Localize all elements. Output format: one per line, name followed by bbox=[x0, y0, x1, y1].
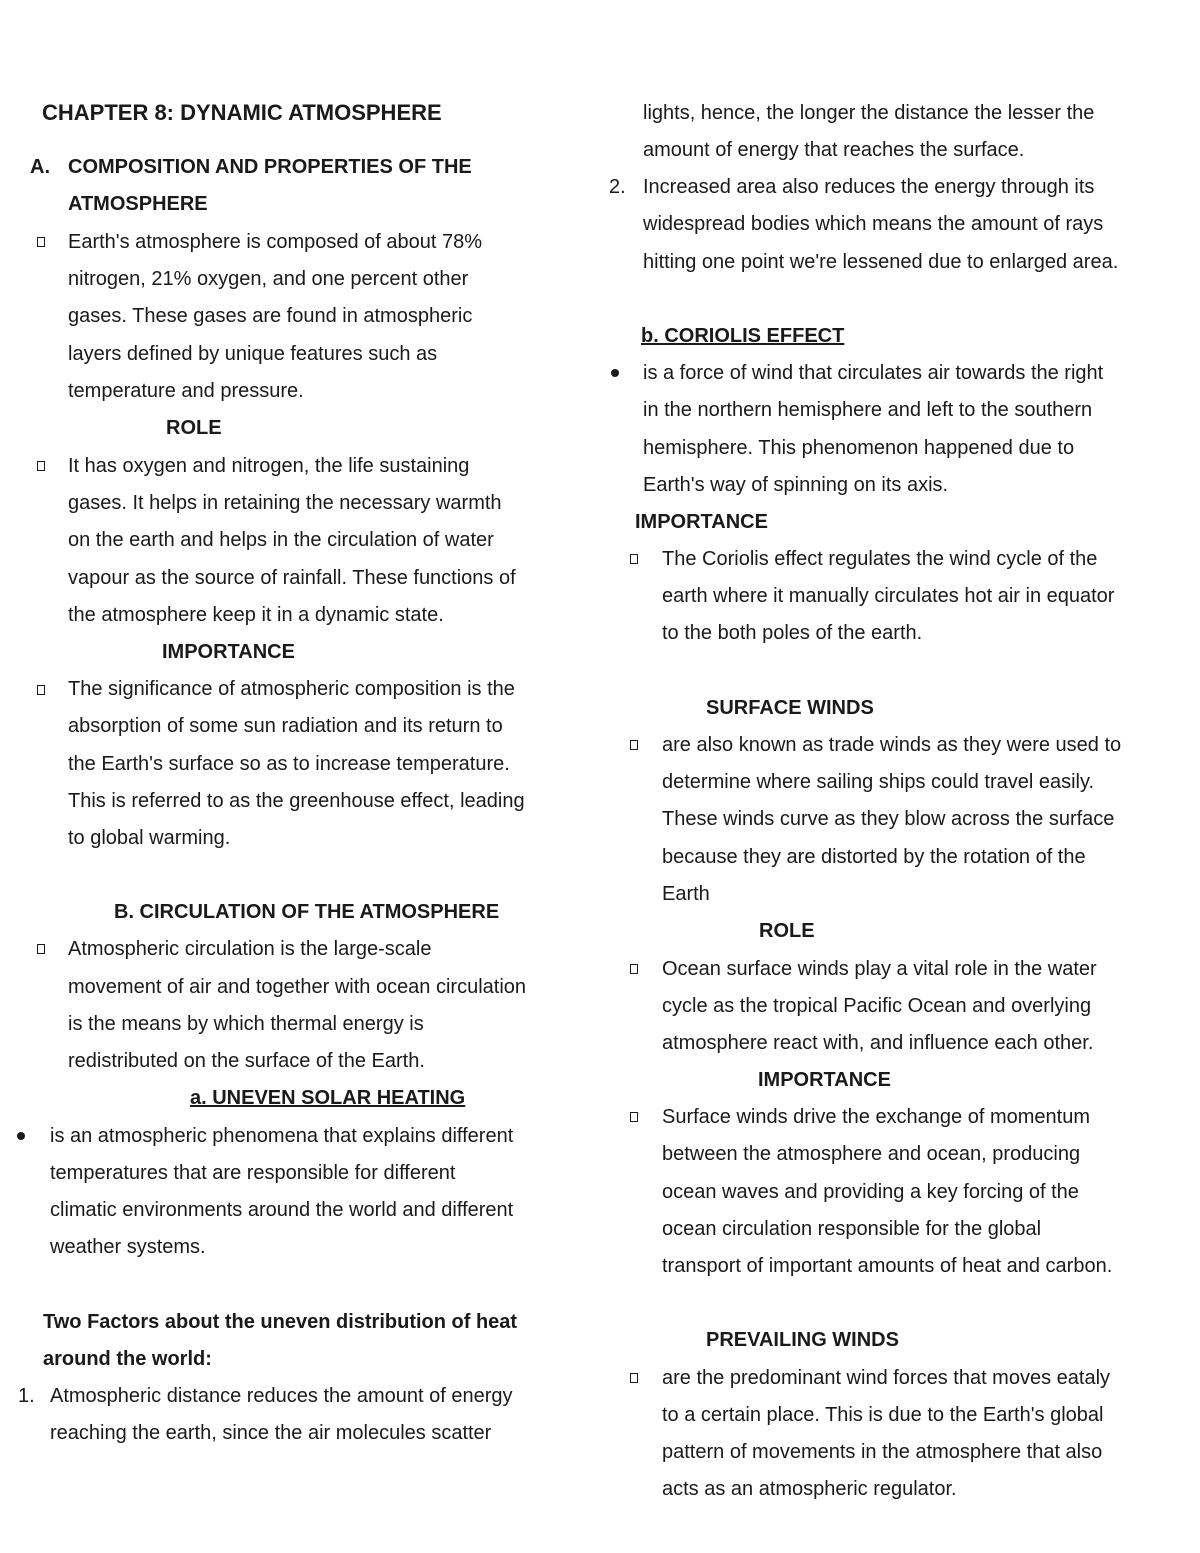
circulation-line: movement of air and together with ocean circulation bbox=[68, 976, 527, 998]
factor-number: 2. bbox=[609, 176, 626, 198]
chapter-title: CHAPTER 8: DYNAMIC ATMOSPHERE bbox=[42, 100, 442, 125]
checkbox-bullet-icon bbox=[37, 237, 45, 247]
section-a-heading-line1: COMPOSITION AND PROPERTIES OF THE bbox=[68, 156, 472, 178]
surface-line: because they are distorted by the rotation of the bbox=[662, 846, 1086, 868]
uneven-line: climatic environments around the world and different bbox=[50, 1199, 514, 1221]
factor1-line: Atmospheric distance reduces the amount of energy bbox=[50, 1385, 513, 1407]
coriolis-importance-line: earth where it manually circulates hot air in equator bbox=[662, 585, 1115, 607]
checkbox-bullet-icon bbox=[630, 1373, 638, 1383]
surface-role-line: atmosphere react with, and influence each other. bbox=[662, 1032, 1094, 1054]
checkbox-bullet-icon bbox=[630, 554, 638, 564]
role-line: vapour as the source of rainfall. These functions of bbox=[68, 567, 516, 589]
surface-importance-line: Surface winds drive the exchange of momentum bbox=[662, 1106, 1090, 1128]
composition-line: gases. These gases are found in atmospheric bbox=[68, 305, 473, 327]
role-line: gases. It helps in retaining the necessary warmth bbox=[68, 492, 502, 514]
prevailing-winds-heading: PREVAILING WINDS bbox=[706, 1329, 899, 1351]
surface-role-heading: ROLE bbox=[759, 920, 815, 942]
checkbox-bullet-icon bbox=[630, 964, 638, 974]
checkbox-bullet-icon bbox=[630, 1112, 638, 1122]
coriolis-line: is a force of wind that circulates air towards the right bbox=[643, 362, 1104, 384]
surface-line: These winds curve as they blow across the surface bbox=[662, 808, 1115, 830]
factor-number: 1. bbox=[18, 1385, 35, 1407]
coriolis-importance-line: to the both poles of the earth. bbox=[662, 622, 923, 644]
surface-importance-line: ocean waves and providing a key forcing of the bbox=[662, 1181, 1079, 1203]
surface-line: are also known as trade winds as they were used to bbox=[662, 734, 1122, 756]
composition-line: Earth's atmosphere is composed of about 78% bbox=[68, 231, 483, 253]
two-factors-heading: Two Factors about the uneven distribution of heat bbox=[43, 1311, 518, 1333]
uneven-line: weather systems. bbox=[50, 1236, 206, 1258]
coriolis-line: Earth's way of spinning on its axis. bbox=[643, 474, 949, 496]
role-line: It has oxygen and nitrogen, the life sustaining bbox=[68, 455, 470, 477]
factor1-line: amount of energy that reaches the surface. bbox=[643, 139, 1025, 161]
checkbox-bullet-icon bbox=[37, 461, 45, 471]
composition-line: temperature and pressure. bbox=[68, 380, 304, 402]
uneven-line: temperatures that are responsible for different bbox=[50, 1162, 456, 1184]
prevailing-line: to a certain place. This is due to the Earth's global bbox=[662, 1404, 1104, 1426]
surface-winds-heading: SURFACE WINDS bbox=[706, 697, 874, 719]
factor2-line: Increased area also reduces the energy through its bbox=[643, 176, 1095, 198]
circulation-line: Atmospheric circulation is the large-scale bbox=[68, 938, 432, 960]
coriolis-line: in the northern hemisphere and left to the southern bbox=[643, 399, 1093, 421]
checkbox-bullet-icon bbox=[37, 944, 45, 954]
importance-line: This is referred to as the greenhouse effect, leading bbox=[68, 790, 525, 812]
importance-line: to global warming. bbox=[68, 827, 231, 849]
coriolis-importance-heading: IMPORTANCE bbox=[635, 511, 768, 533]
circulation-line: redistributed on the surface of the Earth. bbox=[68, 1050, 425, 1072]
uneven-solar-heating-heading: a. UNEVEN SOLAR HEATING bbox=[190, 1087, 466, 1109]
uneven-line: is an atmospheric phenomena that explains different bbox=[50, 1125, 514, 1147]
coriolis-line: hemisphere. This phenomenon happened due to bbox=[643, 437, 1075, 459]
surface-importance-line: between the atmosphere and ocean, producing bbox=[662, 1143, 1081, 1165]
surface-role-line: Ocean surface winds play a vital role in the water bbox=[662, 958, 1097, 980]
coriolis-effect-heading: b. CORIOLIS EFFECT bbox=[641, 325, 845, 347]
importance-heading: IMPORTANCE bbox=[162, 641, 295, 663]
coriolis-importance-line: The Coriolis effect regulates the wind cycle of the bbox=[662, 548, 1098, 570]
importance-line: The significance of atmospheric composition is the bbox=[68, 678, 515, 700]
prevailing-line: acts as an atmospheric regulator. bbox=[662, 1478, 957, 1500]
checkbox-bullet-icon bbox=[37, 685, 45, 695]
factor2-line: widespread bodies which means the amount of rays bbox=[643, 213, 1104, 235]
composition-line: nitrogen, 21% oxygen, and one percent other bbox=[68, 268, 469, 290]
factor1-line: reaching the earth, since the air molecules scatter bbox=[50, 1422, 492, 1444]
two-factors-heading: around the world: bbox=[43, 1348, 212, 1370]
factor1-line: lights, hence, the longer the distance the lesser the bbox=[643, 102, 1095, 124]
bullet-dot-icon bbox=[611, 369, 619, 377]
role-line: on the earth and helps in the circulation of water bbox=[68, 529, 494, 551]
factor2-line: hitting one point we're lessened due to enlarged area. bbox=[643, 251, 1119, 273]
prevailing-line: are the predominant wind forces that moves eataly bbox=[662, 1367, 1111, 1389]
surface-line: determine where sailing ships could travel easily. bbox=[662, 771, 1095, 793]
surface-importance-heading: IMPORTANCE bbox=[758, 1069, 891, 1091]
role-line: the atmosphere keep it in a dynamic state. bbox=[68, 604, 444, 626]
role-heading: ROLE bbox=[166, 417, 222, 439]
prevailing-line: pattern of movements in the atmosphere that also bbox=[662, 1441, 1103, 1463]
section-b-heading: B. CIRCULATION OF THE ATMOSPHERE bbox=[114, 901, 500, 923]
checkbox-bullet-icon bbox=[630, 740, 638, 750]
surface-line: Earth bbox=[662, 883, 710, 905]
circulation-line: is the means by which thermal energy is bbox=[68, 1013, 424, 1035]
importance-line: absorption of some sun radiation and its return to bbox=[68, 715, 503, 737]
bullet-dot-icon bbox=[17, 1132, 25, 1140]
surface-importance-line: ocean circulation responsible for the global bbox=[662, 1218, 1042, 1240]
section-a-letter: A. bbox=[30, 156, 50, 178]
surface-importance-line: transport of important amounts of heat and carbon. bbox=[662, 1255, 1113, 1277]
composition-line: layers defined by unique features such as bbox=[68, 343, 438, 365]
surface-role-line: cycle as the tropical Pacific Ocean and overlying bbox=[662, 995, 1092, 1017]
section-a-heading-line2: ATMOSPHERE bbox=[68, 193, 208, 215]
importance-line: the Earth's surface so as to increase temperature. bbox=[68, 753, 510, 775]
